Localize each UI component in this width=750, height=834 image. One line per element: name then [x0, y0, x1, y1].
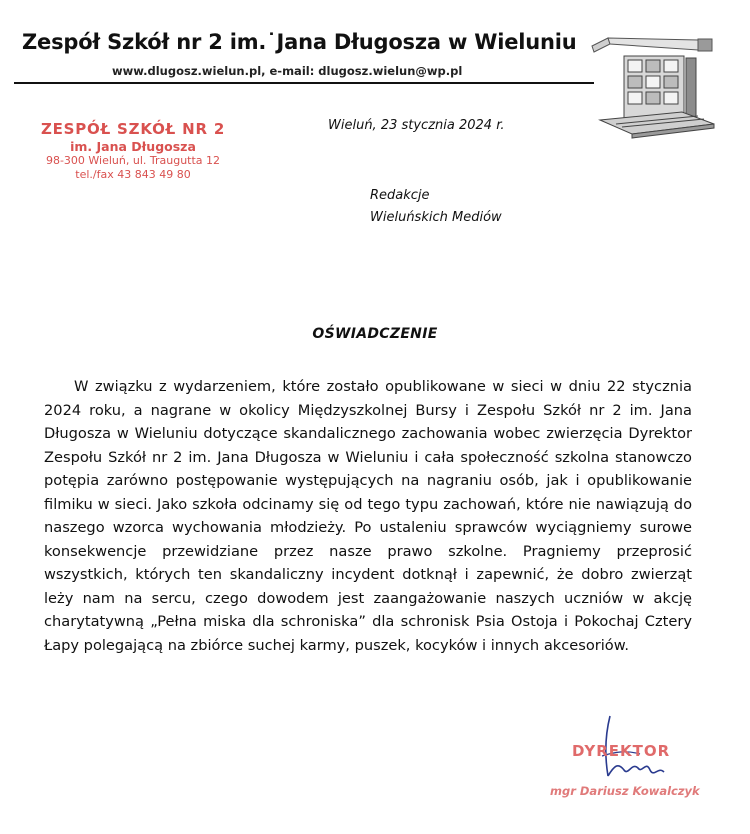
school-logo	[586, 28, 716, 140]
date-line: Wieluń, 23 stycznia 2024 r.	[328, 118, 505, 133]
book-base-icon	[600, 112, 714, 138]
stamp-line-4: tel./fax 43 843 49 80	[75, 168, 191, 182]
statement-body: W związku z wydarzeniem, które zostało opublikowane w sieci w dniu 22 stycznia 2024 roku, a nagrane w okolicy Międzyszkolnej Bursy i Zespołu Szkół nr 2 im. Jana Długosza w Wieluniu dotyczące skandalicznego zachowania wobec zwierzęcia Dyrektor Zespołu Szkół nr 2 im. Jana Długosza w Wieluniu i cała społeczność szkolna stanowczo potępia zarówno postępowanie występujących na nagraniu osób, jak i opublikowanie filmiku w sieci. Jako szkoła odcinamy się od tego typu zachowań, które nie nawiązują do naszego wzorca wychowania młodzieży. Po ustaleniu sprawców wyciągniemy surowe konsekwencje przewidziane przez nasze prawo szkolne. Pragniemy przeprosić wszystkich, których ten skandaliczny incydent dotknął i zapewnić, że dobro zwierząt leży nam na sercu, czego dowodem jest zaangażowanie naszych uczniów w akcję charytatywną „Pełna miska dla schroniska” dla schronisk Psia Ostoja i Pokochaj Cztery Łapy polegającą na zbiórce suchej karmy, puszek, kocyków i innych akcesoriów.	[44, 378, 692, 654]
signature-title: DYREKTOR	[572, 742, 671, 760]
recipient-line-2: Wieluńskich Mediów	[370, 210, 502, 225]
signature-block	[540, 712, 720, 812]
document-heading: OŚWIADCZENIE	[312, 326, 438, 342]
letterhead-contact: www.dlugosz.wielun.pl, e-mail: dlugosz.wielun@wp.pl	[112, 64, 463, 78]
pencil-icon	[592, 38, 712, 52]
letterhead-rule	[14, 82, 594, 84]
letterhead-title: Zespół Szkół nr 2 im.˙Jana Długosza w Wieluniu	[22, 30, 577, 54]
stamp-line-1: ZESPÓŁ SZKÓŁ NR 2	[40, 120, 226, 138]
stamp-line-2: im. Jana Długosza	[70, 138, 196, 154]
recipient-line-1: Redakcje	[370, 188, 430, 203]
signature-name: mgr Dariusz Kowalczyk	[550, 784, 700, 798]
school-stamp	[28, 120, 238, 182]
stamp-line-3: 98-300 Wieluń, ul. Traugutta 12	[45, 154, 221, 168]
